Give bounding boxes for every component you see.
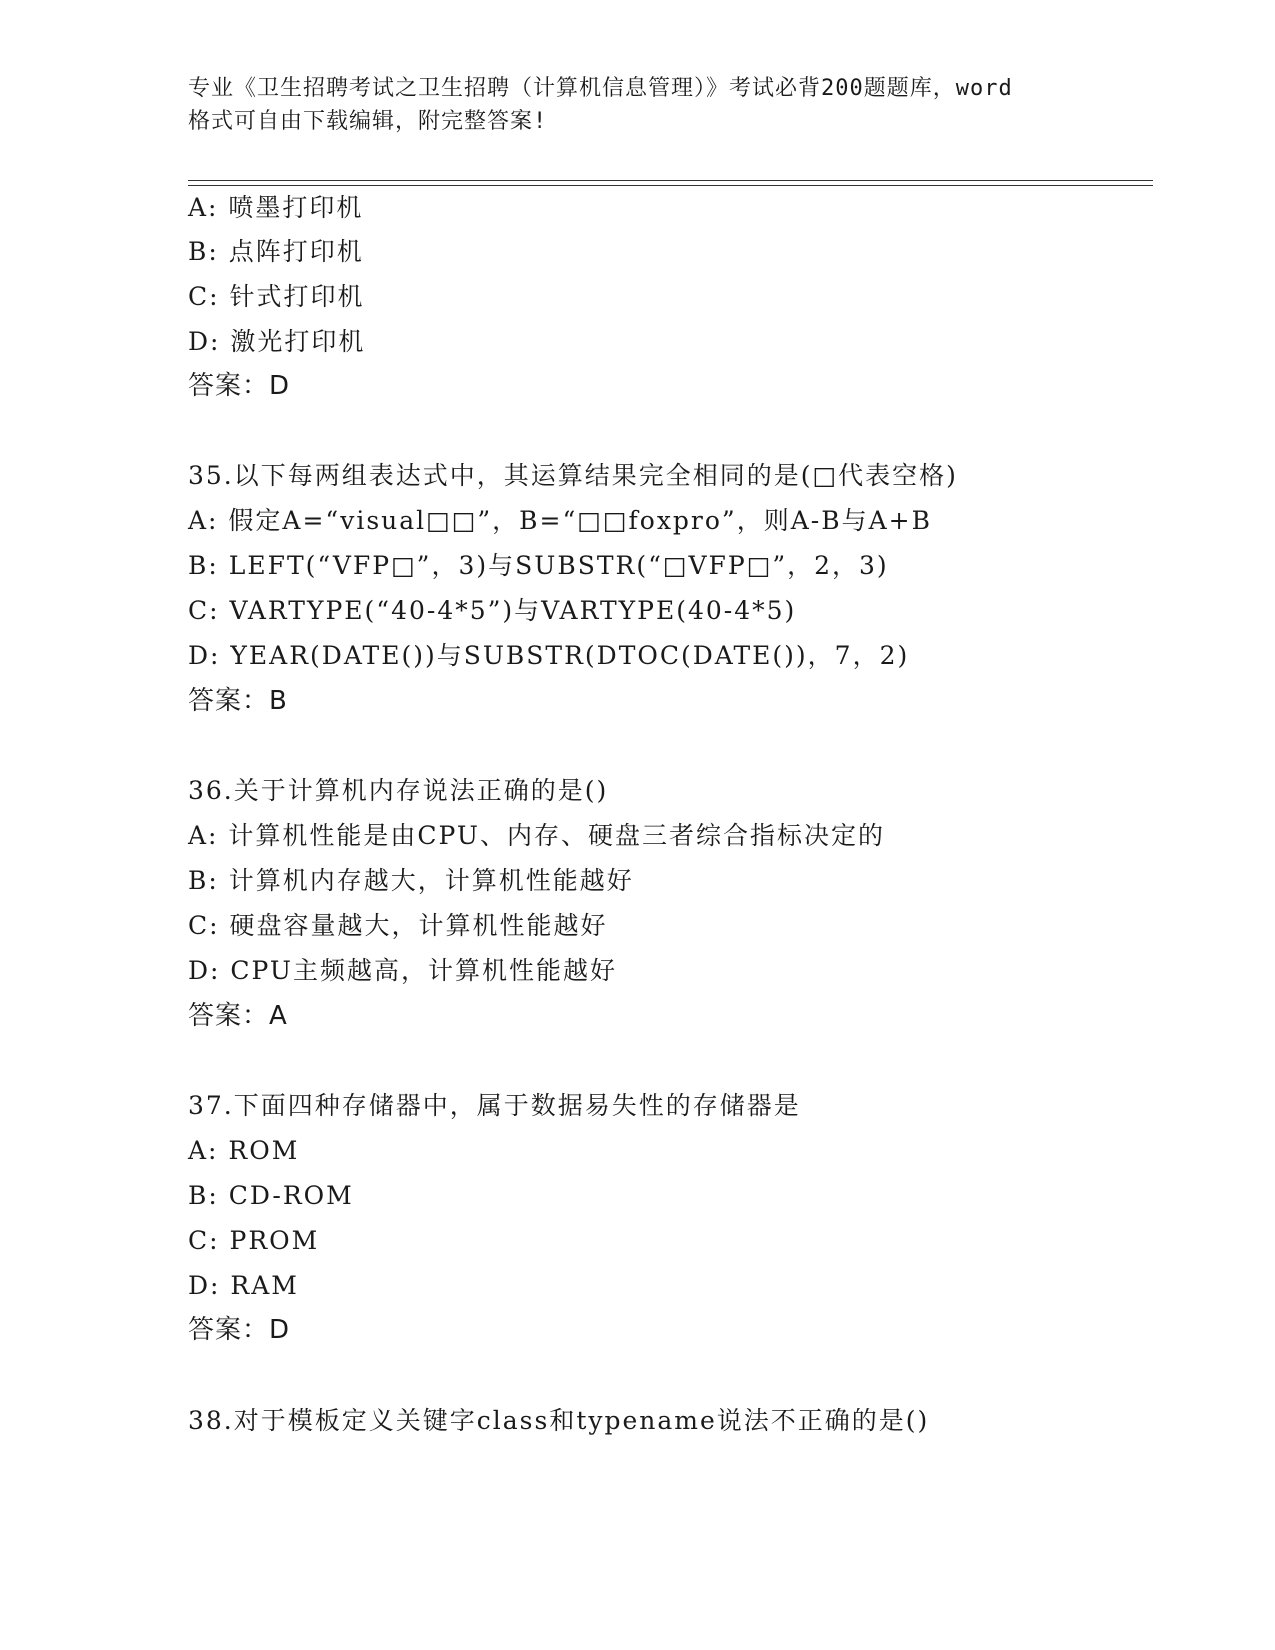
q36-option-b: B: 计算机内存越大，计算机性能越好 [188, 866, 634, 895]
header-divider-top [188, 180, 1153, 181]
q37-option-d: D: RAM [188, 1271, 299, 1300]
q36-option-a: A: 计算机性能是由CPU、内存、硬盘三者综合指标决定的 [188, 821, 886, 850]
q34-option-d: D: 激光打印机 [188, 327, 366, 356]
q34-option-a: A: 喷墨打印机 [188, 193, 364, 222]
q36-option-d: D: CPU主频越高，计算机性能越好 [188, 956, 617, 985]
header-line-1: 专业《卫生招聘考试之卫生招聘（计算机信息管理）》考试必背200题题库，word [188, 76, 1013, 101]
q37-option-b: B: CD-ROM [188, 1181, 354, 1210]
header-divider-bottom [188, 185, 1153, 186]
q34-option-b: B: 点阵打印机 [188, 237, 364, 266]
q34-option-c: C: 针式打印机 [188, 282, 365, 311]
document-header [188, 72, 1088, 138]
q34-answer: 答案：D [188, 371, 291, 401]
q36-stem: 36.关于计算机内存说法正确的是() [188, 776, 609, 805]
q35-stem: 35.以下每两组表达式中，其运算结果完全相同的是(□代表空格) [188, 461, 958, 490]
q36-option-c: C: 硬盘容量越大，计算机性能越好 [188, 911, 608, 940]
q37-option-a: A: ROM [188, 1136, 300, 1165]
q35-option-d: D: YEAR(DATE())与SUBSTR(DTOC(DATE())，7，2) [188, 641, 910, 670]
header-line-2: 格式可自由下载编辑，附完整答案! [188, 109, 548, 134]
q35-option-a: A: 假定A=“visual□□”，B=“□□foxpro”，则A-B与A+B [188, 506, 932, 535]
q37-stem: 37.下面四种存储器中，属于数据易失性的存储器是 [188, 1091, 801, 1120]
q37-answer: 答案：D [188, 1315, 291, 1345]
q35-option-b: B: LEFT(“VFP□”，3)与SUBSTR(“□VFP□”，2，3) [188, 551, 889, 580]
q35-option-c: C: VARTYPE(“40-4*5”)与VARTYPE(40-4*5) [188, 596, 797, 625]
q38-stem: 38.对于模板定义关键字class和typename说法不正确的是() [188, 1406, 930, 1435]
q37-option-c: C: PROM [188, 1226, 320, 1255]
q35-answer: 答案：B [188, 686, 288, 716]
q36-answer: 答案：A [188, 1001, 288, 1031]
